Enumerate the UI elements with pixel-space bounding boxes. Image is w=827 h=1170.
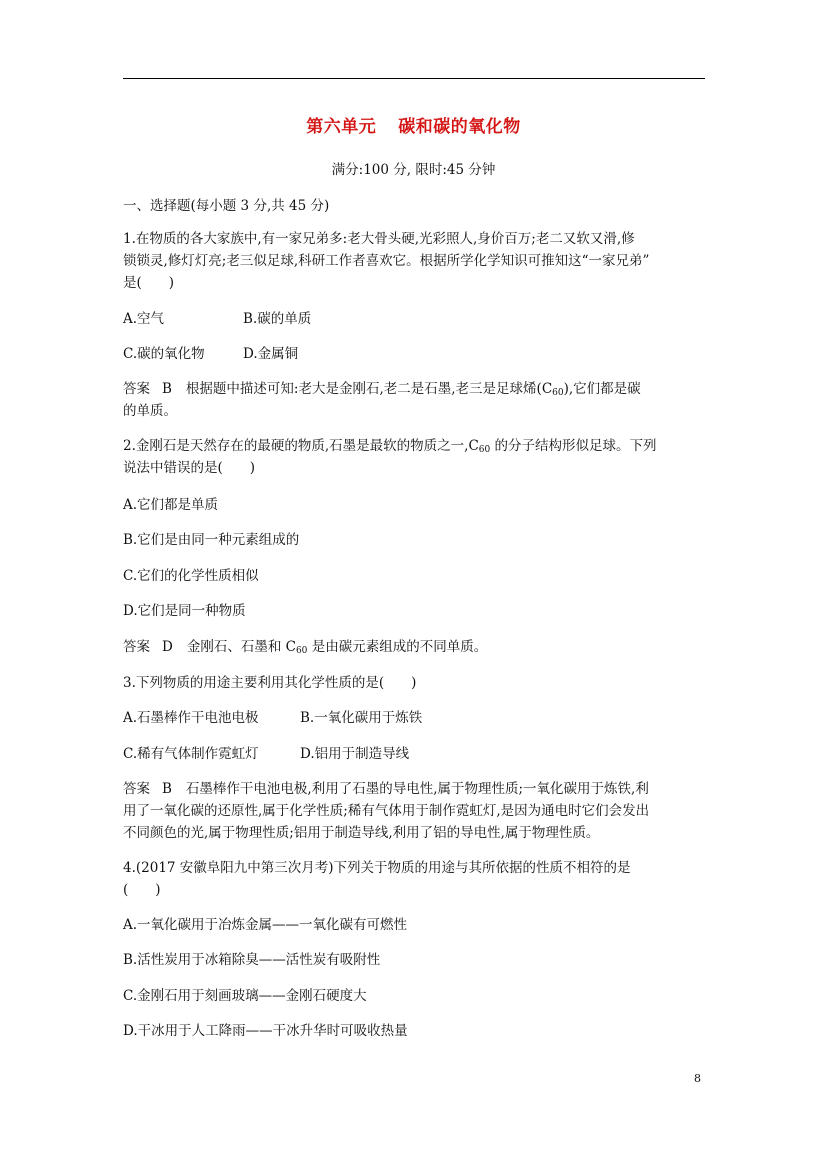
answer-key: B: [162, 381, 172, 397]
title-topic: 碳和碳的氧化物: [398, 117, 521, 137]
answer-text: 金刚石、石墨和 C: [186, 639, 296, 655]
section-heading: 一、选择题(每小题 3 分,共 45 分): [123, 198, 330, 214]
page-number: 8: [694, 1072, 701, 1085]
score-time-info: 满分:100 分, 限时:45 分钟: [331, 162, 496, 178]
q2-option-b: B.它们是由同一种元素组成的: [123, 532, 300, 548]
q1-options-row1: [123, 308, 708, 330]
q4-option-d: D.干冰用于人工降雨——干冰升华时可吸收热量: [123, 1023, 408, 1039]
q1-stem-line2: 锁锁灵,修灯灯亮;老三似足球,科研工作者喜欢它。根据所学化学知识可推知这“一家兄弟”: [123, 253, 650, 269]
q2-option-a: A.它们都是单质: [123, 497, 219, 513]
q3-options-row1: [123, 707, 708, 729]
q3-option-c: C.稀有气体制作霓虹灯: [123, 746, 259, 762]
subscript: 60: [295, 646, 308, 656]
answer-label: 答案: [123, 381, 150, 397]
q1-answer-line2: 的单质。: [123, 403, 177, 419]
q4-stem-line1: 4.(2017 安徽阜阳九中第三次月考)下列关于物质的用途与其所依据的性质不相符的是: [123, 860, 631, 876]
q4-option-c: C.金刚石用于刻画玻璃——金刚石硬度大: [123, 988, 367, 1004]
answer-label: 答案: [123, 639, 150, 655]
q1-option-d: D.金属铜: [243, 346, 299, 362]
q2-option-c: C.它们的化学性质相似: [123, 568, 259, 584]
header-rule: [123, 78, 705, 79]
subscript: 60: [478, 445, 491, 455]
q3-stem-line1: 3.下列物质的用途主要利用其化学性质的是( ): [123, 675, 417, 691]
q2-option-d: D.它们是同一种物质: [123, 603, 246, 619]
q3-answer-line3: 不同颜色的光,属于物理性质;铝用于制造导线,利用了铝的导电性,属于物理性质。: [123, 825, 600, 841]
q3-answer-line2: 用了一氧化碳的还原性,属于化学性质;稀有气体用于制作霓虹灯,是因为通电时它们会发出: [123, 803, 650, 819]
answer-text-cont: ),它们都是碳: [563, 381, 641, 397]
answer-label: 答案: [123, 781, 150, 797]
q1-stem-line1: 1.在物质的各大家族中,有一家兄弟多:老大骨头硬,光彩照人,身价百万;老二又软又滑,修: [123, 231, 635, 247]
q4-option-a: A.一氧化碳用于冶炼金属——一氧化碳有可燃性: [123, 917, 408, 933]
title-unit: 第六单元: [306, 117, 377, 137]
answer-key: D: [162, 639, 173, 655]
q3-answer: [123, 778, 708, 800]
answer-text: 石墨棒作干电池电极,利用了石墨的导电性,属于物理性质;一氧化碳用于炼铁,利: [185, 781, 649, 797]
subscript: 60: [552, 388, 564, 398]
q1-option-b: B.碳的单质: [243, 311, 312, 327]
q1-option-a: A.空气: [123, 311, 165, 327]
q1-stem-line3: 是( ): [123, 275, 175, 291]
q3-options-row2: [123, 743, 708, 765]
q2-stem-text: 2.金刚石是天然存在的最硬的物质,石墨是最软的物质之一,C: [123, 438, 479, 454]
answer-key: B: [162, 781, 172, 797]
q2-answer: [123, 636, 708, 662]
q4-stem-line2: ( ): [123, 882, 161, 898]
q3-option-b: B.一氧化碳用于炼铁: [300, 710, 423, 726]
q1-option-c: C.碳的氧化物: [123, 346, 205, 362]
q3-option-d: D.铝用于制造导线: [300, 746, 410, 762]
q4-option-b: B.活性炭用于冰箱除臭——活性炭有吸附性: [123, 952, 381, 968]
answer-text: 根据题中描述可知:老大是金刚石,老二是石墨,老三是足球烯(C: [185, 381, 553, 397]
page-title: [0, 112, 827, 137]
answer-text-cont: 是由碳元素组成的不同单质。: [307, 639, 488, 655]
q2-stem-text-cont: 的分子结构形似足球。下列: [490, 438, 657, 454]
q3-option-a: A.石墨棒作干电池电极: [123, 710, 259, 726]
q1-options-row2: [123, 343, 708, 365]
q2-stem-line2: 说法中错误的是( ): [123, 460, 256, 476]
